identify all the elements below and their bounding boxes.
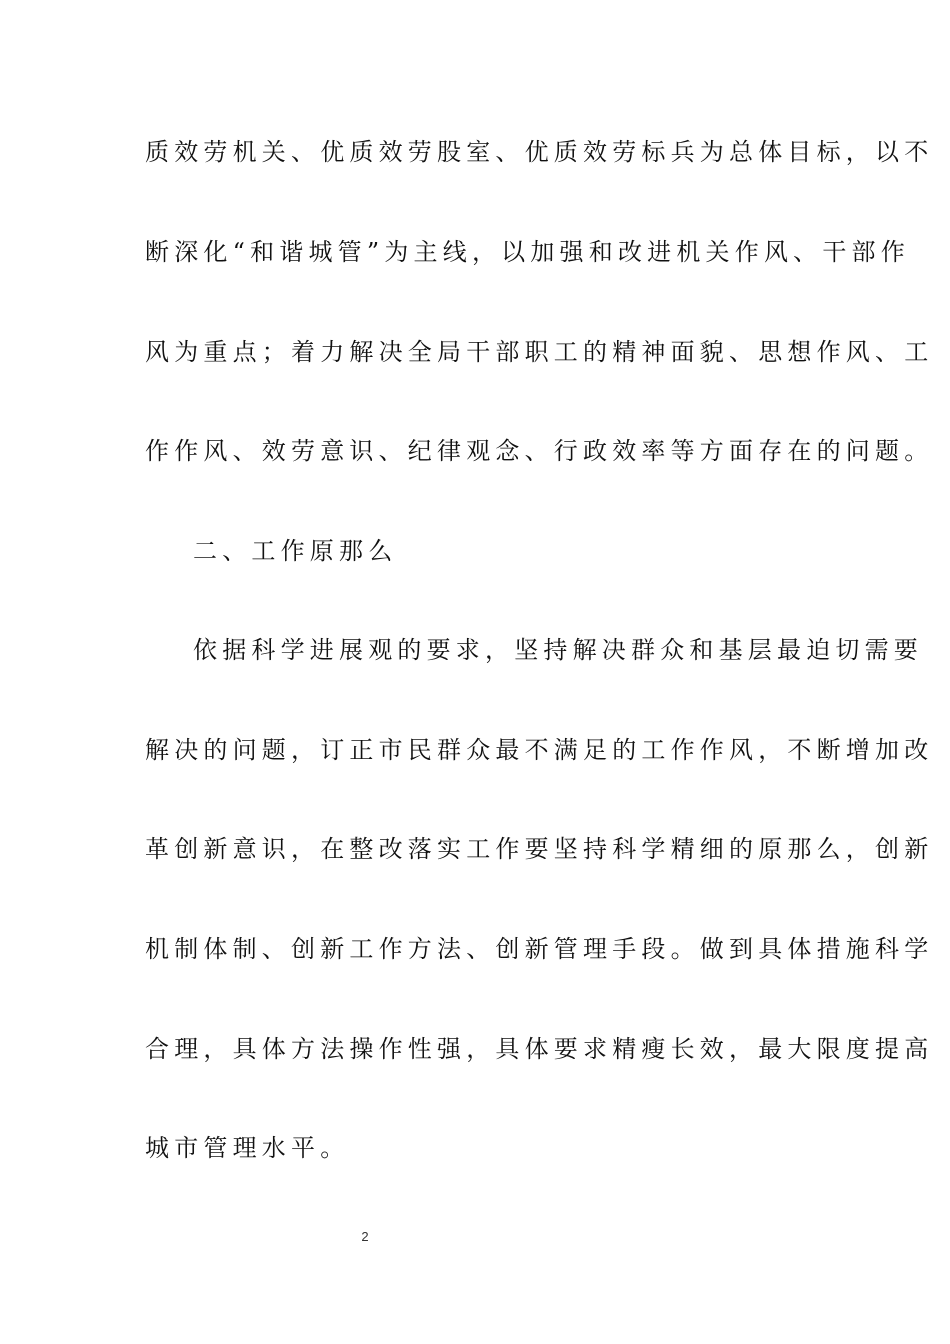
text-line: 断深化“和谐城管”为主线，以加强和改进机关作风、干部作	[145, 238, 910, 266]
paragraph-line: 依据科学进展观的要求，坚持解决群众和基层最迫切需要	[193, 636, 923, 664]
section-heading: 二、工作原那么	[193, 537, 398, 565]
paragraph-line: 革创新意识，在整改落实工作要坚持科学精细的原那么，创新	[145, 835, 934, 863]
paragraph-line: 城市管理水平。	[145, 1134, 350, 1162]
paragraph-line: 合理，具体方法操作性强，具体要求精瘦长效，最大限度提高	[145, 1035, 934, 1063]
text-line: 作作风、效劳意识、纪律观念、行政效率等方面存在的问题。	[145, 437, 934, 465]
text-line: 质效劳机关、优质效劳股室、优质效劳标兵为总体目标，以不	[145, 138, 934, 166]
text-line: 风为重点；着力解决全局干部职工的精神面貌、思想作风、工	[145, 338, 934, 366]
paragraph-line: 解决的问题，订正市民群众最不满足的工作作风，不断增加改	[145, 736, 934, 764]
page-number: 2	[361, 1229, 369, 1244]
paragraph-line: 机制体制、创新工作方法、创新管理手段。做到具体措施科学	[145, 935, 934, 963]
